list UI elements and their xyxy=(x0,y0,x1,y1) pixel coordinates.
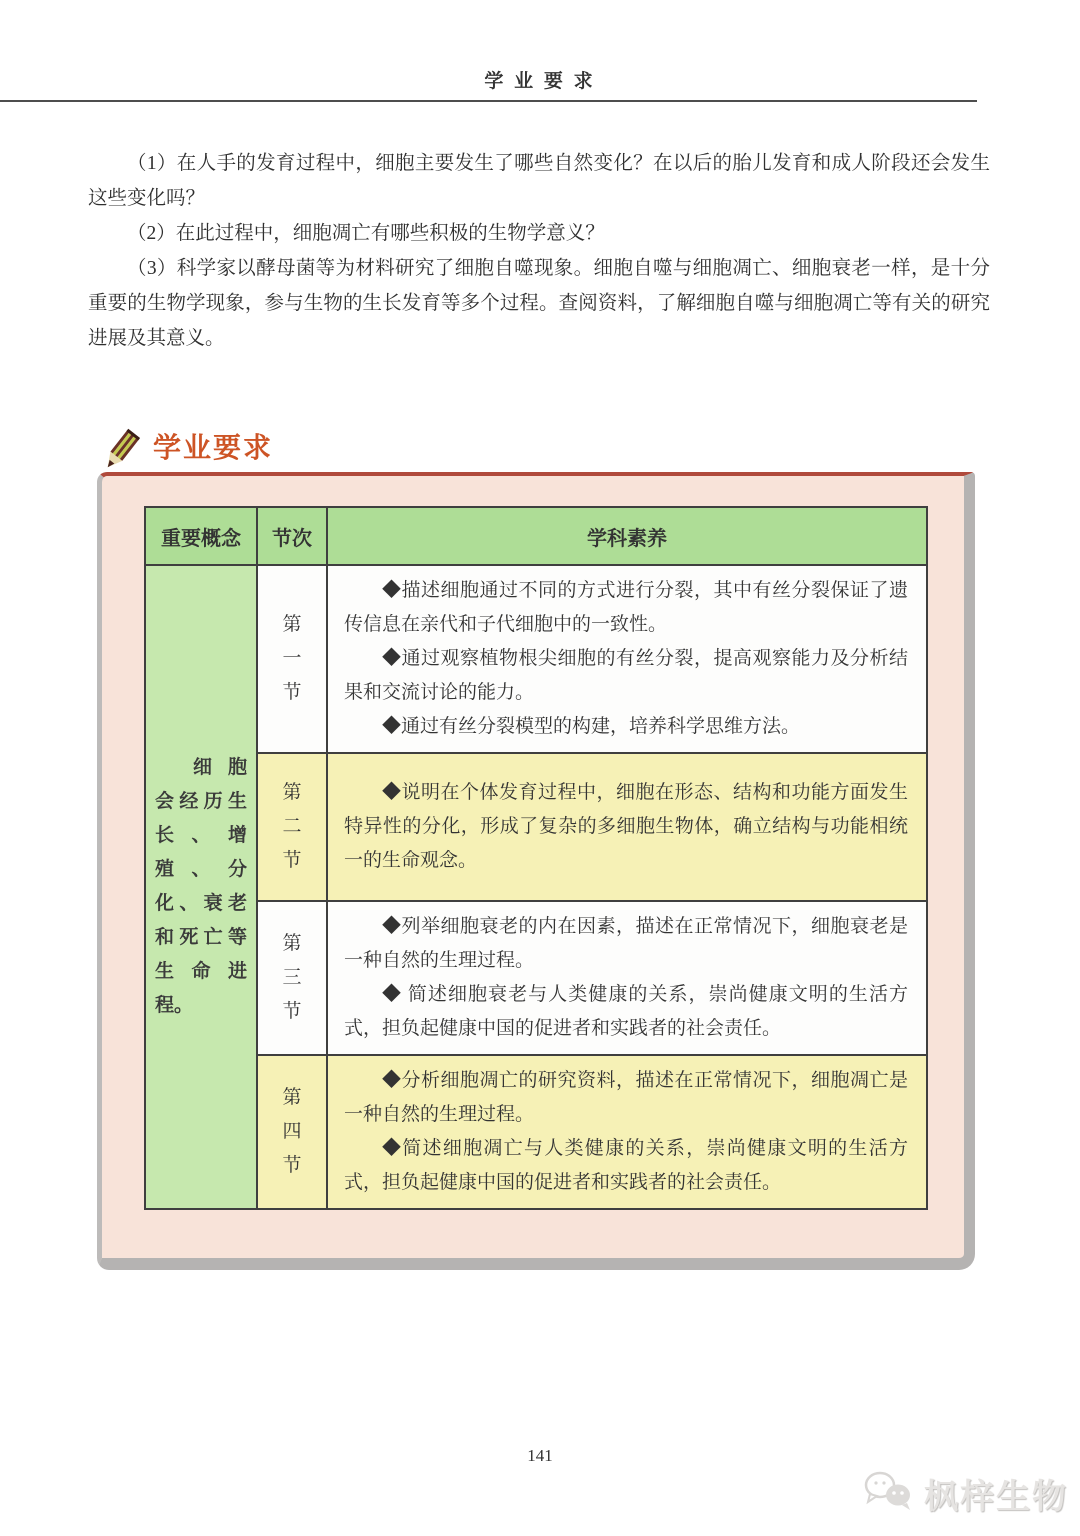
section-title: 学业要求 xyxy=(153,432,274,463)
header-rule xyxy=(0,100,977,102)
competency-item: ◆ 简述细胞衰老与人类健康的关系，崇尚健康文明的生活方式，担负起健康中国的促进者和实践者的社会责任。 xyxy=(344,984,908,1039)
competency-item: ◆分析细胞凋亡的研究资料，描述在正常情况下，细胞凋亡是一种自然的生理过程。 xyxy=(344,1070,908,1125)
intro-paragraph-1: （1）在人手的发育过程中，细胞主要发生了哪些自然变化？在以后的胎儿发育和成人阶段还会发生这些变化吗？ xyxy=(88,153,990,209)
running-head: 学 业 要 求 xyxy=(484,71,596,92)
col-header-competency: 学科素养 xyxy=(327,507,927,565)
table-row-section-2 xyxy=(145,753,927,901)
section-label-cell-4 xyxy=(257,1055,327,1209)
page-number: 141 xyxy=(527,1446,553,1465)
competency-item: ◆通过有丝分裂模型的构建，培养科学思维方法。 xyxy=(382,716,801,737)
section-label-3: 第三节 xyxy=(282,933,302,1022)
intro-questions xyxy=(88,146,990,356)
section-heading xyxy=(99,428,1080,470)
competency-item: ◆简述细胞凋亡与人类健康的关系，崇尚健康文明的生活方式，担负起健康中国的促进者和实践者的社会责任。 xyxy=(344,1138,908,1193)
competency-cell-3 xyxy=(327,901,927,1055)
concept-text: 细胞会经历生长、增殖、分化、衰老和死亡等生命进程。 xyxy=(155,757,247,1016)
section-label-4: 第四节 xyxy=(282,1087,302,1176)
wechat-icon xyxy=(860,1467,918,1520)
requirements-panel xyxy=(97,472,975,1270)
section-label-cell-1 xyxy=(257,565,327,753)
pencil-icon xyxy=(97,428,143,478)
competency-cell-1 xyxy=(327,565,927,753)
intro-paragraph-2: （2）在此过程中，细胞凋亡有哪些积极的生物学意义？ xyxy=(127,223,605,244)
competency-item: ◆通过观察植物根尖细胞的有丝分裂，提高观察能力及分析结果和交流讨论的能力。 xyxy=(344,648,908,703)
watermark-text: 枫梓生物 xyxy=(924,1478,1068,1516)
requirements-table xyxy=(144,506,928,1210)
competency-item: ◆描述细胞通过不同的方式进行分裂，其中有丝分裂保证了遗传信息在亲代和子代细胞中的一致性。 xyxy=(344,580,908,635)
competency-item: ◆说明在个体发育过程中，细胞在形态、结构和功能方面发生特异性的分化，形成了复杂的多细胞生物体，确立结构与功能相统一的生命观念。 xyxy=(344,782,908,871)
table-row-section-1 xyxy=(145,565,927,753)
section-label-cell-2 xyxy=(257,753,327,901)
competency-cell-2 xyxy=(327,753,927,901)
concept-cell xyxy=(145,565,257,1209)
section-label-1: 第一节 xyxy=(282,614,302,703)
table-row-section-4 xyxy=(145,1055,927,1209)
watermark xyxy=(860,1467,1068,1520)
table-header-row xyxy=(145,507,927,565)
competency-item: ◆列举细胞衰老的内在因素，描述在正常情况下，细胞衰老是一种自然的生理过程。 xyxy=(344,916,908,971)
col-header-section: 节次 xyxy=(257,507,327,565)
intro-paragraph-3: （3）科学家以酵母菌等为材料研究了细胞自噬现象。细胞自噬与细胞凋亡、细胞衰老一样，是十分重要的生物学现象，参与生物的生长发育等多个过程。查阅资料，了解细胞自噬与细胞凋亡等有关的研究进展及其意义。 xyxy=(88,258,990,349)
section-label-2: 第二节 xyxy=(282,782,302,871)
section-label-cell-3 xyxy=(257,901,327,1055)
table-row-section-3 xyxy=(145,901,927,1055)
col-header-concept: 重要概念 xyxy=(145,507,257,565)
competency-cell-4 xyxy=(327,1055,927,1209)
